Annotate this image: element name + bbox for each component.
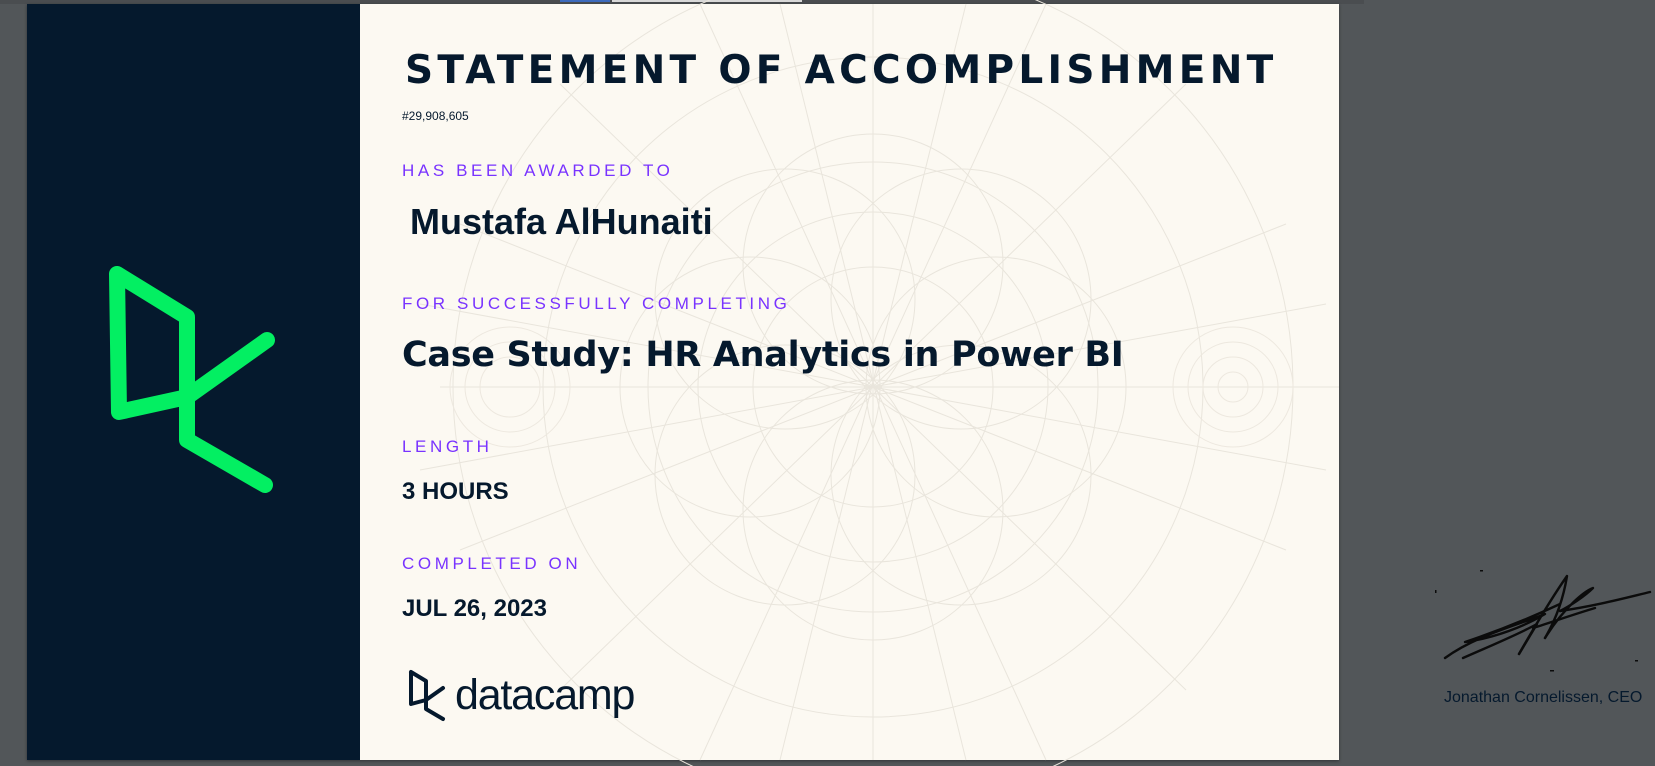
recipient-name: Mustafa AlHunaiti <box>410 201 713 242</box>
length-label: LENGTH <box>402 437 493 456</box>
completed-on-label: COMPLETED ON <box>402 554 582 573</box>
certificate-content <box>401 4 1643 760</box>
datacamp-brand <box>407 667 667 723</box>
certificate-number: #29,908,605 <box>402 109 469 123</box>
completing-label: FOR SUCCESSFULLY COMPLETING <box>402 294 791 313</box>
course-title: Case Study: HR Analytics in Power BI <box>402 335 1124 375</box>
viewer-tab-indicator <box>560 0 610 2</box>
length-value: 3 HOURS <box>402 478 509 505</box>
datacamp-wordmark: datacamp <box>455 671 635 719</box>
datacamp-logo-icon <box>105 262 285 487</box>
ceo-signature <box>1435 566 1655 676</box>
left-brand-panel <box>27 4 360 760</box>
datacamp-mark-icon <box>407 669 447 721</box>
certificate-page <box>27 4 1643 760</box>
awarded-to-label: HAS BEEN AWARDED TO <box>402 161 674 180</box>
signer-name: Jonathan Cornelissen, CEO <box>1444 689 1643 706</box>
completed-date: JUL 26, 2023 <box>402 595 547 622</box>
certificate-title: STATEMENT OF ACCOMPLISHMENT <box>405 48 1278 93</box>
